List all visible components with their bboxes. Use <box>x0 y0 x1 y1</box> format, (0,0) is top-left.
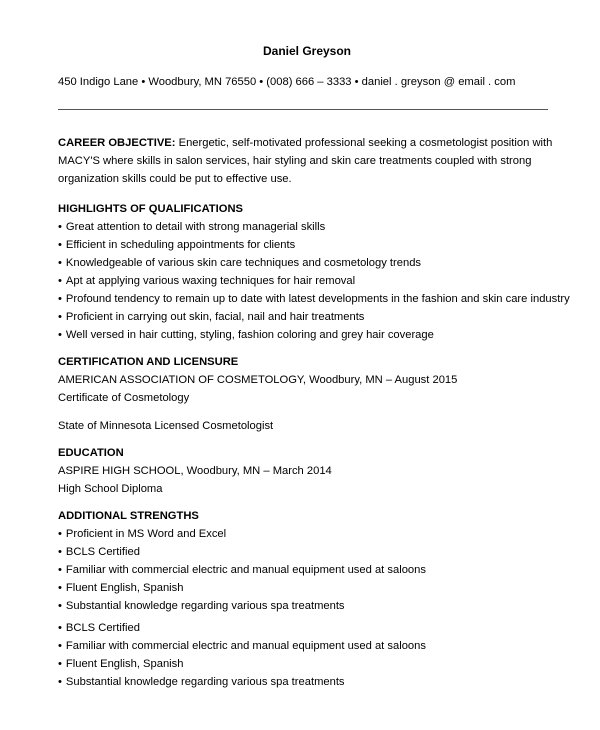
education-heading: EDUCATION <box>58 446 124 459</box>
certification-org: AMERICAN ASSOCIATION OF COSMETOLOGY, Woodbury, MN – August 2015 <box>58 373 458 386</box>
license-line: State of Minnesota Licensed Cosmetologist <box>58 419 274 432</box>
list-item: • Great attention to detail with strong managerial skills <box>58 218 558 236</box>
list-item: • Proficient in MS Word and Excel <box>58 525 558 543</box>
education-school: ASPIRE HIGH SCHOOL, Woodbury, MN – March 2014 <box>58 464 332 477</box>
header-divider <box>58 109 548 110</box>
list-item: • BCLS Certified <box>58 543 558 561</box>
list-item: • BCLS Certified <box>58 619 558 637</box>
objective-label: CAREER OBJECTIVE: <box>58 137 176 149</box>
education-diploma: High School Diploma <box>58 482 163 495</box>
certification-title: Certificate of Cosmetology <box>58 391 190 404</box>
objective-text: Energetic, self-motivated professional seeking a cosmetologist position with MACY'S where skills in salon services, hair styling and skin care treatments coupled with strong organization skills could be put to effective use. <box>58 137 553 186</box>
career-objective <box>58 134 558 189</box>
list-item: • Knowledgeable of various skin care techniques and cosmetology trends <box>58 254 558 272</box>
list-item: • Well versed in hair cutting, styling, fashion coloring and grey hair coverage <box>58 326 558 344</box>
list-item: • Fluent English, Spanish <box>58 579 558 597</box>
list-item: • Profound tendency to remain up to date with latest developments in the fashion and skin care industry <box>58 290 558 308</box>
qualifications-list <box>58 218 570 344</box>
qualifications-heading: HIGHLIGHTS OF QUALIFICATIONS <box>58 202 243 215</box>
strengths-list-repeat <box>58 619 558 691</box>
certification-section <box>58 353 558 435</box>
certification-heading: CERTIFICATION AND LICENSURE <box>58 355 239 368</box>
list-item: • Proficient in carrying out skin, facial, nail and hair treatments <box>58 308 558 326</box>
strengths-list <box>58 525 558 615</box>
list-item: • Substantial knowledge regarding various spa treatments <box>58 673 558 691</box>
list-item: • Apt at applying various waxing techniques for hair removal <box>58 272 558 290</box>
spacer <box>58 407 558 417</box>
qualifications-section <box>58 200 570 344</box>
list-item: • Efficient in scheduling appointments for clients <box>58 236 558 254</box>
list-item: • Substantial knowledge regarding various spa treatments <box>58 597 558 615</box>
list-item: • Fluent English, Spanish <box>58 655 558 673</box>
contact-line: 450 Indigo Lane • Woodbury, MN 76550 • (008) 666 – 3333 • daniel . greyson @ email . com <box>58 76 516 88</box>
resume-body <box>58 134 570 700</box>
strengths-section <box>58 507 558 691</box>
candidate-name: Daniel Greyson <box>262 44 352 58</box>
list-item: • Familiar with commercial electric and manual equipment used at saloons <box>58 561 558 579</box>
list-item: • Familiar with commercial electric and manual equipment used at saloons <box>58 637 558 655</box>
strengths-heading: ADDITIONAL STRENGTHS <box>58 509 199 522</box>
education-section <box>58 444 558 498</box>
